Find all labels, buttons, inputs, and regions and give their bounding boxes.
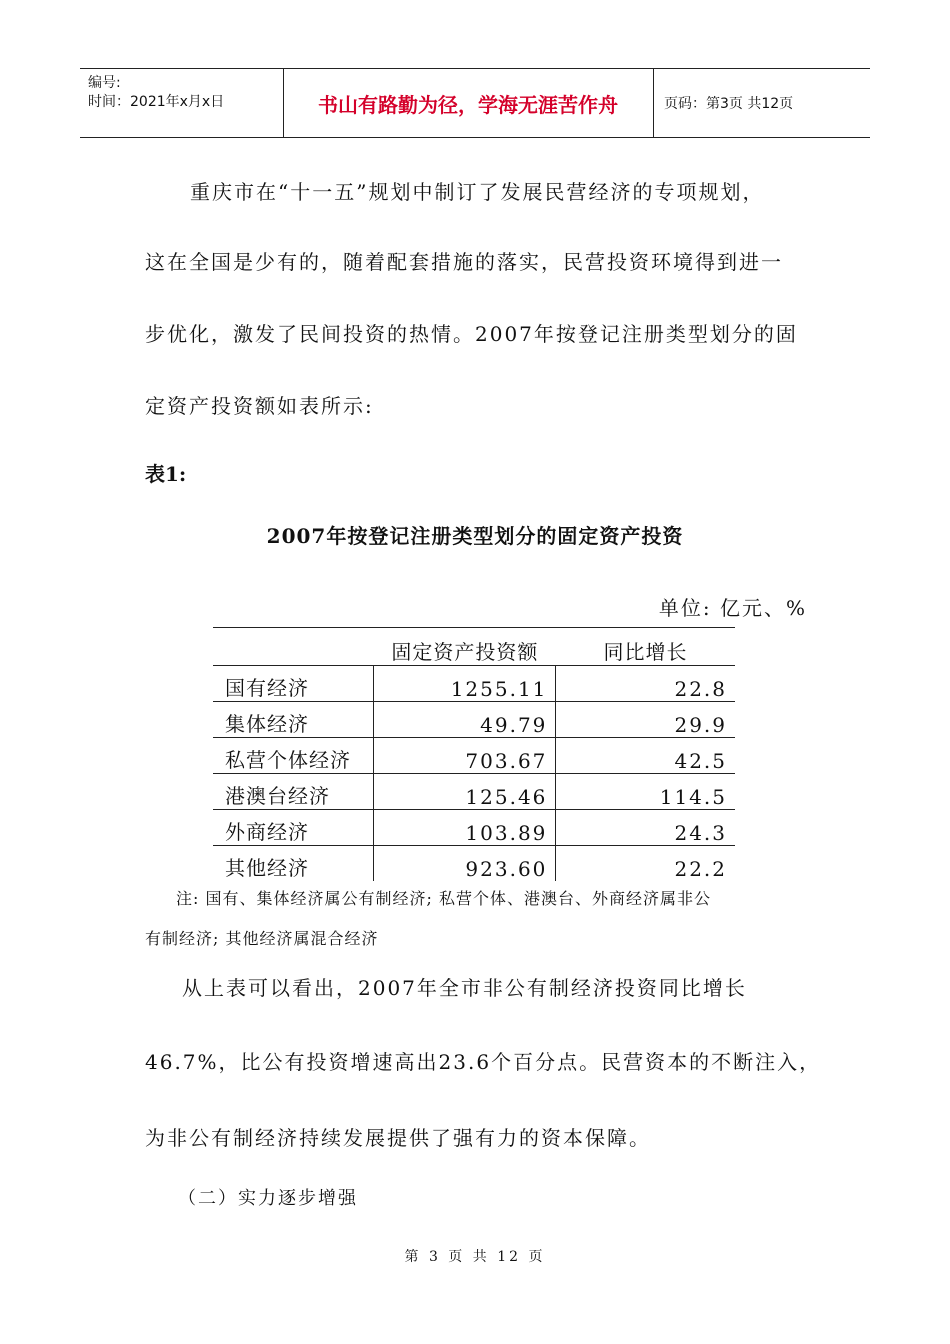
growth-cell: 42.5 (556, 738, 735, 774)
page-header (80, 68, 870, 138)
table-title: 2007年按登记注册类型划分的固定资产投资 (266, 524, 684, 548)
table-label: 表1: (145, 462, 187, 486)
page-info: 页码：第3页 共12页 (664, 96, 794, 112)
investment-cell: 703.67 (374, 738, 556, 774)
growth-cell: 22.8 (556, 666, 735, 702)
row-name: 集体经济 (225, 712, 309, 736)
row-name: 国有经济 (225, 676, 309, 700)
table-header-row (213, 628, 735, 666)
table-note: 有制经济; 其他经济属混合经济 (145, 929, 379, 948)
paragraph-line: 为非公有制经济持续发展提供了强有力的资本保障。 (145, 1126, 651, 1150)
number-label: 编号: (88, 75, 121, 91)
table-row (213, 702, 735, 738)
investment-cell: 923.60 (374, 846, 556, 882)
paragraph-line: 步优化，激发了民间投资的热情。2007年按登记注册类型划分的固 (145, 322, 798, 346)
row-name: 港澳台经济 (225, 784, 330, 808)
investment-cell: 125.46 (374, 774, 556, 810)
section-heading: （二）实力逐步增强 (178, 1188, 358, 1209)
table-unit: 单位: 亿元、% (658, 596, 807, 620)
table-row (213, 810, 735, 846)
paragraph-line: 重庆市在“十一五”规划中制订了发展民营经济的专项规划， (190, 180, 765, 204)
investment-table (213, 627, 735, 881)
motto: 书山有路勤为径，学海无涯苦作舟 (283, 69, 654, 137)
paragraph-line: 这在全国是少有的，随着配套措施的落实，民营投资环境得到进一 (145, 250, 783, 274)
column-header: 固定资产投资额 (374, 628, 556, 666)
table-note: 注: 国有、集体经济属公有制经济; 私营个体、港澳台、外商经济属非公 (176, 889, 711, 908)
paragraph-line: 定资产投资额如表所示: (145, 394, 374, 418)
table-row (213, 846, 735, 882)
column-header: 同比增长 (556, 628, 735, 666)
growth-cell: 24.3 (556, 810, 735, 846)
paragraph-line: 从上表可以看出，2007年全市非公有制经济投资同比增长 (182, 976, 747, 1000)
page-footer: 第 3 页 共 12 页 (404, 1249, 546, 1265)
row-name: 私营个体经济 (225, 748, 351, 772)
header-meta-cell (80, 69, 284, 137)
paragraph-line: 46.7%，比公有投资增速高出23.6个百分点。民营资本的不断注入， (145, 1050, 822, 1074)
column-header (213, 628, 374, 666)
growth-cell: 22.2 (556, 846, 735, 882)
table-row (213, 738, 735, 774)
investment-cell: 103.89 (374, 810, 556, 846)
table-row (213, 666, 735, 702)
growth-cell: 29.9 (556, 702, 735, 738)
investment-cell: 1255.11 (374, 666, 556, 702)
row-name: 其他经济 (225, 856, 309, 880)
table-row (213, 774, 735, 810)
investment-cell: 49.79 (374, 702, 556, 738)
row-name: 外商经济 (225, 820, 309, 844)
date-label: 时间：2021年x月x日 (88, 94, 225, 110)
growth-cell: 114.5 (556, 774, 735, 810)
